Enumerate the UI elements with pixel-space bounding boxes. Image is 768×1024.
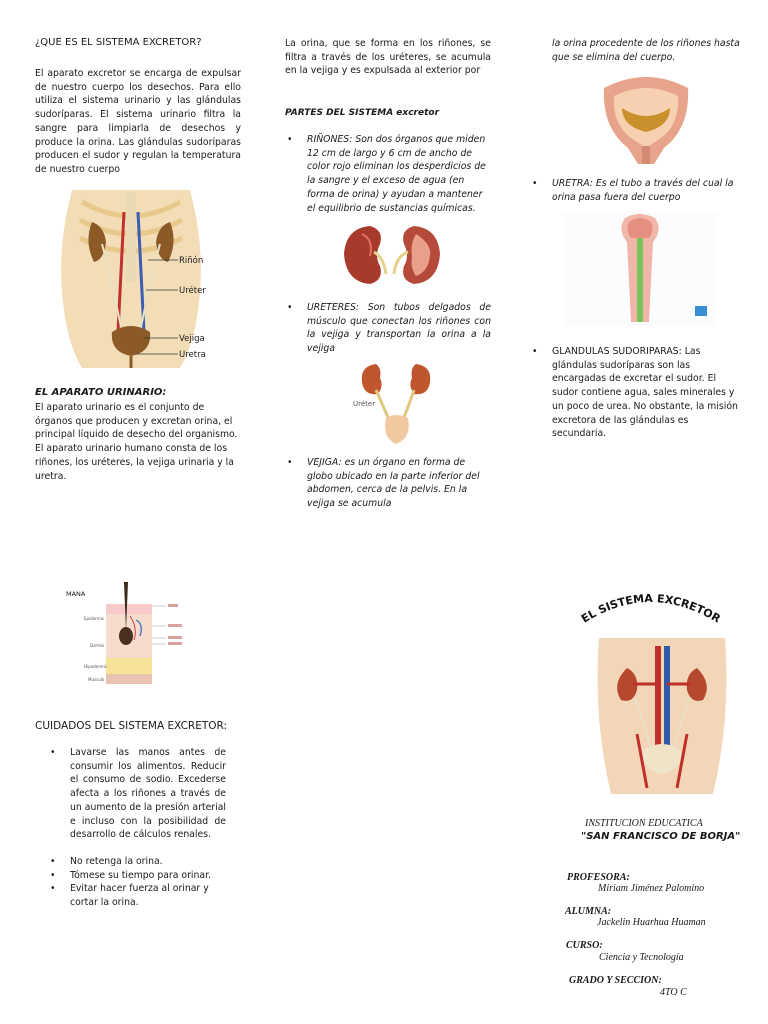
label-uretra: Uretra [179,350,206,360]
institucion: INSTITUCION EDUCATICA [585,818,703,829]
urethra-image [563,212,717,326]
skin-label-top: MANA [66,590,86,598]
grado-label: GRADO Y SECCION: [569,975,662,986]
profesora-label: PROFESORA: [567,872,630,883]
kidneys-image [340,222,444,288]
item-glandulas: • GLANDULAS SUDORIPARAS: Las glándulas sudoríparas son las encargadas de excretar el sudor. El sudor contiene agua, sales minerales y un poco de urea. No obstante, la misión excretora de las glándulas es secundaria. [532,346,738,440]
cover-image [591,638,733,794]
item-ureteres: • URETERES: Son tubos delgados de músculo que conectan los riñones con la vejiga y transportan la orina a la vejiga [287,302,491,355]
skin-layer-epidermis: Epidermis [84,616,104,621]
institucion-nombre: "SAN FRANCISCO DE BORJA" [581,831,741,842]
label-vejiga: Vejiga [179,334,205,344]
cuidados-heading: CUIDADOS DEL SISTEMA EXCRETOR: [35,720,228,732]
col1-heading: ¿QUE ES EL SISTEMA EXCRETOR? [35,37,202,48]
cuidados-item: • Evitar hacer fuerza al orinar y cortar la orina. [50,883,209,909]
label-ureter: Uréter [179,286,206,296]
cuidados-item: • Lavarse las manos antes de consumir los alimentos. Reducir el consumo de sodio. Excederse afecta a los riñones a través de un aumento de la presión arterial e incluso con la posibilidad de desarrollo de cálculos renales. [50,747,226,841]
item-rinones: • RIÑONES: Son dos órganos que miden 12 cm de largo y 6 cm de ancho de color rojo eliminan los desperdicios de la sangre y el exceso de agua (en forma de orina) y ayudan a mantener el equilibrio de sustancias químicas. [287,134,486,214]
alumna-name: Jackelin Huarhua Huaman [597,917,706,928]
col3-cont: la orina procedente de los riñones hasta que se elimina del cuerpo. [552,38,740,63]
skin-layer-hipodermis: Hipodermis [84,664,107,669]
partes-heading: PARTES DEL SISTEMA excretor [285,108,440,118]
bladder-image [598,68,694,166]
svg-text:EL SISTEMA EXCRETOR: EL SISTEMA EXCRETOR [579,591,723,626]
item-vejiga: • VEJIGA: es un órgano en forma de globo ubicado en la parte inferior del abdomen, cerca de la pelvis. En la vejiga se acumula [287,457,480,510]
cuidados-list [48,746,226,910]
col2-intro: La orina, que se forma en los riñones, se filtra a través de los uréteres, se acumula en la vejiga y es expulsada al exterior por [285,38,491,77]
skin-layer-musculo: Músculo [88,677,105,682]
ureter-label: Uréter [353,400,376,408]
cuidados-item: • No retenga la orina. [50,855,163,867]
curso-label: CURSO: [566,940,603,951]
cover-title [579,588,723,626]
urinario-text: El aparato urinario es el conjunto de órganos que producen y excretan orina, el principal líquido de desecho del organismo. El aparato urinario humano consta de los riñones, los uréteres, la vejiga urinaria y la uretra. [35,402,238,482]
curso-name: Ciencia y Tecnología [599,952,684,963]
urinario-heading: EL APARATO URINARIO: [35,387,167,398]
col1-intro: El aparato excretor se encarga de expulsar de nuestro cuerpo los desechos. Para ello utiliza el sistema urinario y las glándulas sudoríparas. El sistema urinario filtra la sangre para limpiarla de desechos y produce la orina. Las glándulas sudoríparas producen el sudor y regulan la temperatura de nuestro cuerpo [35,68,241,175]
item-uretra: • URETRA: Es el tubo a través del cual la orina pasa fuera del cuerpo [532,178,734,203]
grado-name: 4TO C [660,987,687,998]
label-rinon: Riñón [179,256,204,266]
skin-layer-dermis: Dermis [90,643,105,648]
cuidados-item: • Tómese su tiempo para orinar. [50,869,212,881]
alumna-label: ALUMNA: [565,906,612,917]
profesora-name: Miriam Jiménez Palomino [598,883,705,894]
